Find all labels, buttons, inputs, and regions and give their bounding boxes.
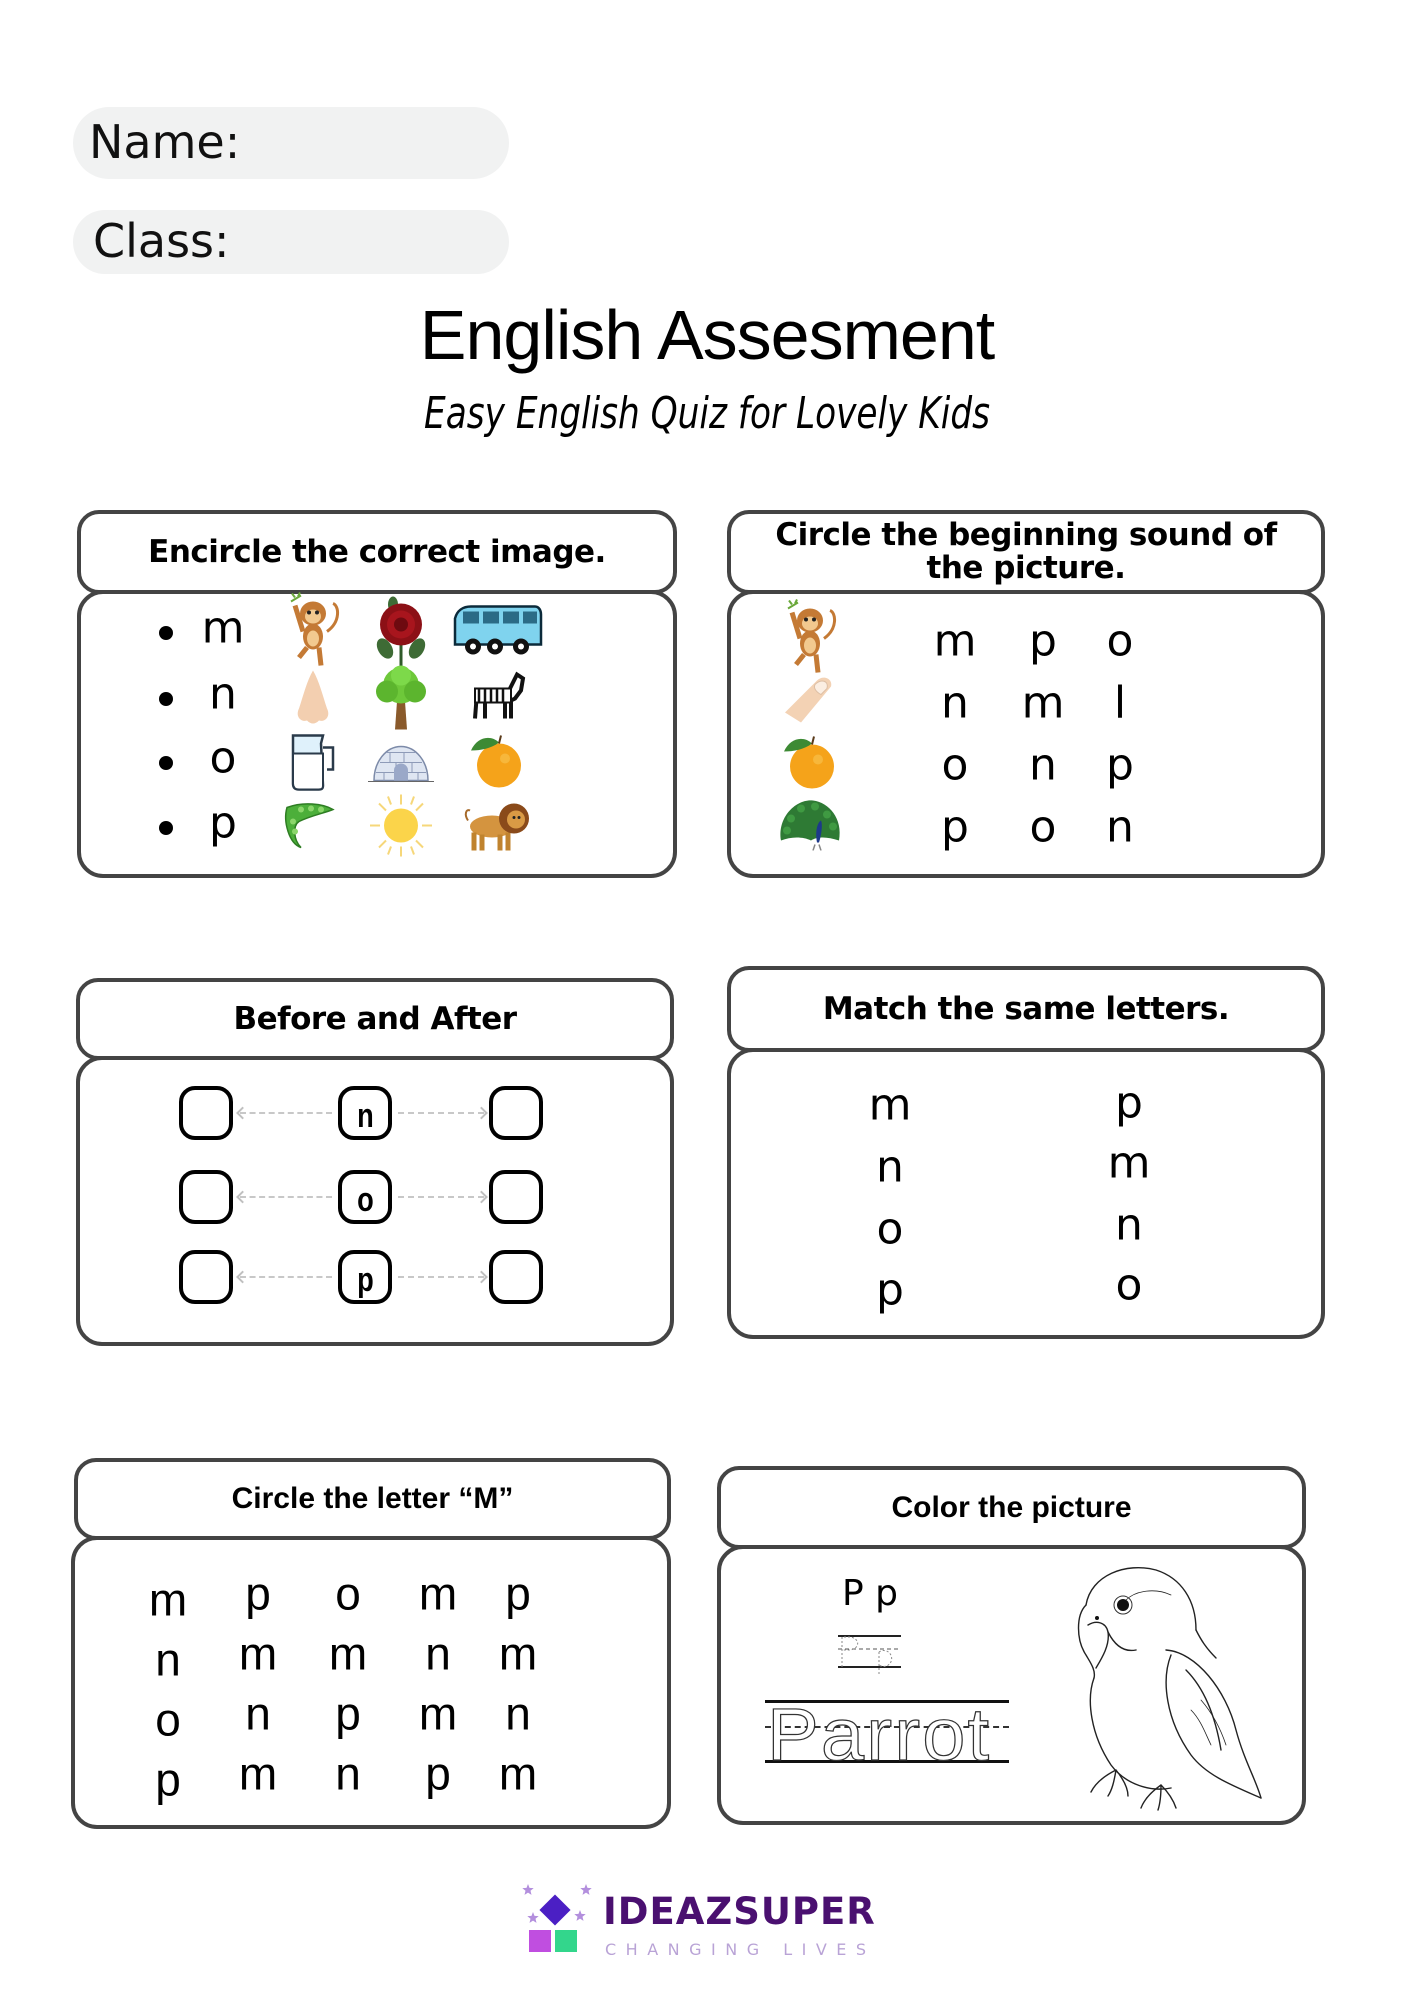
given-letter: o	[356, 1180, 374, 1219]
connector-line	[240, 1196, 332, 1198]
name-field[interactable]	[73, 107, 509, 179]
star-icon	[527, 1912, 538, 1923]
logo-name: IDEAZSUPER	[603, 1890, 876, 1933]
trace-word-text: Parrot	[767, 1693, 992, 1776]
letter-option[interactable]: m	[1021, 677, 1065, 729]
grid-letter[interactable]: m	[328, 1627, 368, 1680]
letter-option[interactable]: l	[1113, 677, 1127, 729]
grid-letter[interactable]: m	[148, 1573, 188, 1626]
peas-icon[interactable]	[283, 800, 343, 857]
logo-tagline: CHANGING LIVES	[605, 1940, 876, 1959]
nail-icon	[781, 673, 839, 732]
given-letter-box	[338, 1170, 392, 1224]
square-icon	[529, 1930, 551, 1952]
grid-letter[interactable]: m	[498, 1747, 538, 1800]
match-left-letter[interactable]: p	[876, 1264, 904, 1316]
grid-letter[interactable]: n	[335, 1747, 361, 1800]
section-title: Encircle the correct image.	[148, 533, 606, 570]
sun-icon[interactable]	[368, 793, 434, 864]
bullet	[159, 821, 173, 835]
orange-icon	[780, 732, 840, 797]
bullet	[159, 692, 173, 706]
grid-letter[interactable]: p	[155, 1753, 181, 1806]
igloo-icon[interactable]	[368, 737, 434, 790]
section-title: Color the picture	[891, 1490, 1132, 1524]
bullet	[159, 626, 173, 640]
letter-option[interactable]: p	[941, 801, 969, 853]
orange-icon[interactable]	[467, 731, 527, 796]
grid-letter[interactable]: p	[245, 1567, 271, 1620]
tree-icon[interactable]	[371, 662, 431, 737]
grid-letter[interactable]: o	[335, 1567, 361, 1620]
grid-letter[interactable]: n	[155, 1633, 181, 1686]
grid-letter[interactable]: m	[238, 1627, 278, 1680]
letter-option[interactable]: p	[1029, 615, 1057, 667]
section-title: Before and After	[233, 1000, 517, 1037]
row-letter: n	[209, 668, 237, 720]
letter-pair: P p	[842, 1573, 899, 1614]
match-right-letter[interactable]: o	[1115, 1259, 1143, 1311]
section-header	[727, 966, 1325, 1052]
grid-letter[interactable]: n	[425, 1627, 451, 1680]
grid-letter[interactable]: m	[498, 1627, 538, 1680]
section-title: Match the same letters.	[822, 990, 1230, 1027]
before-box[interactable]	[179, 1086, 233, 1140]
given-letter-box	[338, 1250, 392, 1304]
match-left-letter[interactable]: m	[868, 1079, 912, 1131]
match-left-letter[interactable]: o	[876, 1203, 904, 1255]
zebra-icon[interactable]	[465, 671, 529, 728]
after-box[interactable]	[489, 1086, 543, 1140]
letter-option[interactable]: n	[1029, 739, 1057, 791]
grid-letter[interactable]: m	[418, 1687, 458, 1740]
nose-icon[interactable]	[293, 669, 333, 730]
given-letter: p	[356, 1260, 374, 1299]
grid-letter[interactable]: p	[335, 1687, 361, 1740]
section-header	[76, 978, 674, 1060]
section-header	[77, 510, 677, 594]
connector-line	[398, 1112, 484, 1114]
letter-option[interactable]: n	[1106, 801, 1134, 853]
name-label: Name:	[89, 115, 241, 169]
match-right-letter[interactable]: p	[1115, 1077, 1143, 1129]
match-right-letter[interactable]: m	[1107, 1137, 1151, 1189]
class-field[interactable]	[73, 210, 509, 274]
star-icon	[580, 1884, 591, 1895]
connector-line	[398, 1276, 484, 1278]
page-subtitle: Easy English Quiz for Lovely Kids	[424, 388, 990, 439]
letter-option[interactable]: p	[1106, 739, 1134, 791]
peacock-icon	[777, 797, 843, 856]
row-letter: o	[209, 732, 237, 784]
square-icon	[555, 1930, 577, 1952]
section-title: Circle the beginning sound of the picture.	[775, 517, 1277, 586]
after-box[interactable]	[489, 1250, 543, 1304]
connector-line	[240, 1276, 332, 1278]
parrot-icon	[1066, 1560, 1271, 1815]
connector-line	[398, 1196, 484, 1198]
class-label: Class:	[93, 214, 230, 268]
section-header	[727, 510, 1325, 594]
connector-line	[240, 1112, 332, 1114]
grid-letter[interactable]: n	[245, 1687, 271, 1740]
row-letter: p	[209, 797, 237, 849]
trace-letters[interactable]	[835, 1630, 905, 1678]
page-title: English Assesment	[419, 296, 995, 374]
before-box[interactable]	[179, 1250, 233, 1304]
section-body	[727, 1048, 1325, 1339]
grid-letter[interactable]: m	[238, 1747, 278, 1800]
grid-letter[interactable]: p	[425, 1747, 451, 1800]
row-letter: m	[201, 602, 245, 654]
given-letter: n	[356, 1096, 374, 1135]
monkey-icon[interactable]	[283, 592, 343, 675]
match-left-letter[interactable]: n	[876, 1141, 904, 1193]
jug-icon[interactable]	[287, 730, 339, 797]
grid-letter[interactable]: n	[505, 1687, 531, 1740]
star-icon	[574, 1910, 585, 1921]
match-right-letter[interactable]: n	[1115, 1199, 1143, 1251]
before-box[interactable]	[179, 1170, 233, 1224]
letter-option[interactable]: o	[941, 739, 969, 791]
section-header	[717, 1466, 1306, 1549]
section-title: Circle the letter “M”	[231, 1482, 514, 1516]
after-box[interactable]	[489, 1170, 543, 1224]
trace-word[interactable]	[765, 1693, 1009, 1776]
star-icon	[522, 1884, 533, 1895]
diamond-icon	[539, 1894, 570, 1925]
grid-letter[interactable]: p	[505, 1567, 531, 1620]
van-icon[interactable]	[451, 603, 543, 664]
letter-option[interactable]: n	[941, 677, 969, 729]
given-letter-box	[338, 1086, 392, 1140]
monkey-icon	[780, 599, 840, 682]
letter-option[interactable]: o	[1106, 615, 1134, 667]
letter-option[interactable]: o	[1029, 801, 1057, 853]
grid-letter[interactable]: m	[418, 1567, 458, 1620]
section-header	[74, 1458, 671, 1540]
letter-option[interactable]: m	[933, 615, 977, 667]
logo-mark-icon	[520, 1882, 600, 1957]
lion-icon[interactable]	[462, 799, 532, 858]
bullet	[159, 756, 173, 770]
grid-letter[interactable]: o	[155, 1693, 181, 1746]
